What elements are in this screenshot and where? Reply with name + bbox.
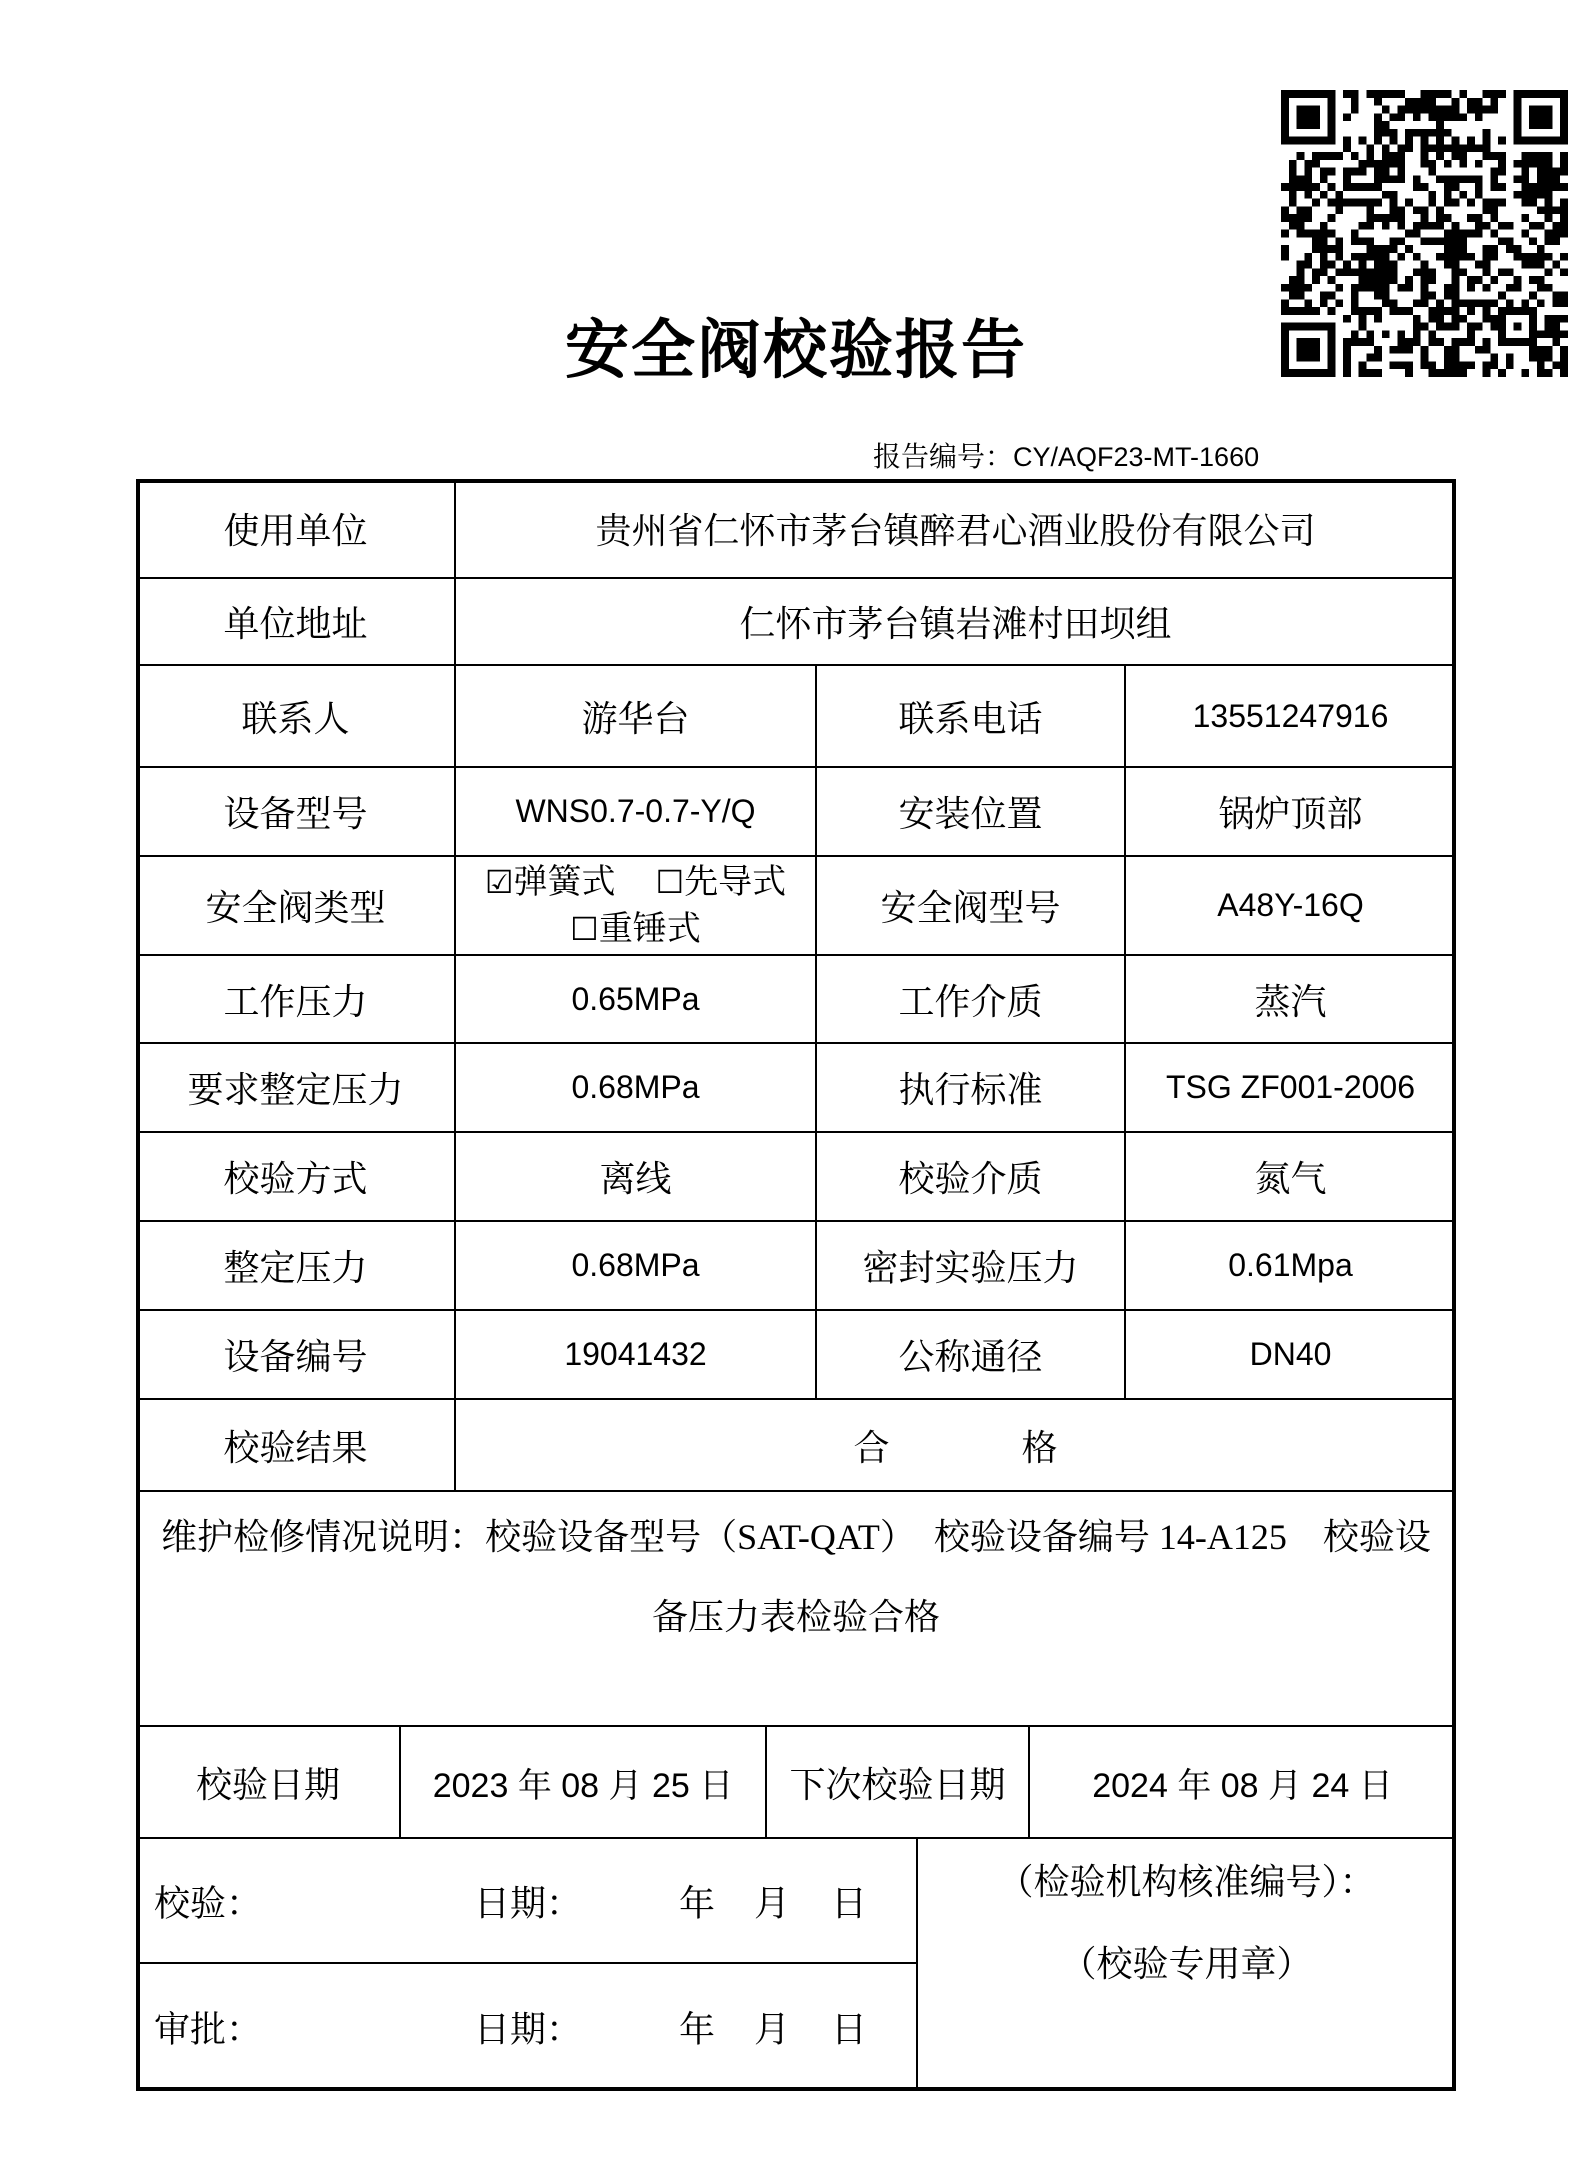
inspector-label: 校验： (154, 1883, 263, 1923)
report-title: 安全阀校验报告 (565, 315, 1027, 386)
org-number-label: （检验机构核准编号）： (997, 1862, 1376, 1902)
test-date-label: 校验日期 (136, 1726, 400, 1838)
valve-type-options-line-2 (570, 906, 701, 953)
maintenance-note (136, 1491, 1456, 1726)
report-number-label: 报告编号： (873, 442, 1014, 473)
checkbox-unchecked-icon: ☐ (570, 909, 599, 948)
checkbox-pilot-label: 先导式 (684, 863, 787, 901)
approver-day-label: 日 (831, 2009, 868, 2050)
install-location-value: 锅炉顶部 (1125, 767, 1456, 856)
maintenance-paragraph (159, 1497, 1433, 1657)
inspector-signature-row (136, 1838, 917, 1963)
set-pressure-label: 整定压力 (136, 1221, 455, 1310)
nominal-diameter-label: 公称通径 (816, 1310, 1125, 1399)
inspector-day-label: 日 (831, 1883, 868, 1923)
approver-label: 审批： (154, 2009, 263, 2050)
valve-model-label: 安全阀型号 (816, 856, 1125, 955)
valve-type-options (455, 856, 816, 955)
phone-value: 13551247916 (1125, 665, 1456, 767)
checkbox-weight-label: 重锤式 (598, 910, 701, 948)
approver-signature-row (136, 1963, 917, 2091)
valve-type-options-line-1 (485, 859, 786, 906)
working-medium-value: 蒸汽 (1125, 955, 1456, 1043)
seal-block (917, 1838, 1456, 2091)
report-table (136, 479, 1456, 2091)
approver-month-label: 月 (754, 2009, 791, 2050)
test-method-value: 离线 (455, 1132, 816, 1221)
address-value: 仁怀市茅台镇岩滩村田坝组 (455, 578, 1456, 665)
working-medium-label: 工作介质 (816, 955, 1125, 1043)
next-date-value: 2024 年 08 月 24 日 (1029, 1726, 1456, 1838)
equipment-number-value: 19041432 (455, 1310, 816, 1399)
checkbox-weight (570, 906, 701, 953)
valve-model-value: A48Y-16Q (1125, 856, 1456, 955)
result-cell (455, 1399, 1456, 1491)
phone-label: 联系电话 (816, 665, 1125, 767)
contact-value: 游华台 (455, 665, 816, 767)
equipment-model-value: WNS0.7-0.7-Y/Q (455, 767, 816, 856)
maintenance-text: 校验设备型号（SAT-QAT） 校验设备编号 14-A125 校验设备压力表检验合格 (485, 1517, 1431, 1637)
working-pressure-label: 工作压力 (136, 955, 455, 1043)
user-unit-label: 使用单位 (136, 479, 455, 578)
checkbox-pilot (656, 859, 787, 906)
address-label: 单位地址 (136, 578, 455, 665)
user-unit-value: 贵州省仁怀市茅台镇醉君心酒业股份有限公司 (455, 479, 1456, 578)
test-method-label: 校验方式 (136, 1132, 455, 1221)
approver-year-label: 年 (679, 2009, 716, 2050)
valve-type-label: 安全阀类型 (136, 856, 455, 955)
nominal-diameter-value: DN40 (1125, 1310, 1456, 1399)
required-set-pressure-value: 0.68MPa (455, 1043, 816, 1132)
working-pressure-value: 0.65MPa (455, 955, 816, 1043)
next-date-label: 下次校验日期 (766, 1726, 1029, 1838)
required-set-pressure-label: 要求整定压力 (136, 1043, 455, 1132)
checkbox-checked-icon: ☑ (484, 862, 514, 901)
test-medium-label: 校验介质 (816, 1132, 1125, 1221)
inspector-date-label: 日期： (474, 1883, 583, 1923)
checkbox-spring (485, 859, 616, 906)
report-number-value: CY/AQF23-MT-1660 (1013, 442, 1260, 472)
inspector-month-label: 月 (754, 1883, 791, 1923)
test-date-value: 2023 年 08 月 25 日 (400, 1726, 766, 1838)
contact-label: 联系人 (136, 665, 455, 767)
standard-label: 执行标准 (816, 1043, 1125, 1132)
seal-test-pressure-label: 密封实验压力 (816, 1221, 1125, 1310)
result-label: 校验结果 (136, 1399, 455, 1491)
result-value: 合格 (853, 1427, 1190, 1468)
equipment-number-label: 设备编号 (136, 1310, 455, 1399)
inspector-year-label: 年 (679, 1883, 716, 1923)
install-location-label: 安装位置 (816, 767, 1125, 856)
seal-label: （校验专用章） (1060, 1944, 1313, 1984)
approver-date-label: 日期： (474, 2009, 583, 2050)
seal-test-pressure-value: 0.61Mpa (1125, 1221, 1456, 1310)
set-pressure-value: 0.68MPa (455, 1221, 816, 1310)
equipment-model-label: 设备型号 (136, 767, 455, 856)
standard-value: TSG ZF001-2006 (1125, 1043, 1456, 1132)
checkbox-unchecked-icon: ☐ (655, 862, 685, 901)
test-medium-value: 氮气 (1125, 1132, 1456, 1221)
maintenance-label: 维护检修情况说明： (161, 1517, 486, 1557)
report-number (873, 437, 1259, 477)
checkbox-spring-label: 弹簧式 (513, 863, 616, 901)
